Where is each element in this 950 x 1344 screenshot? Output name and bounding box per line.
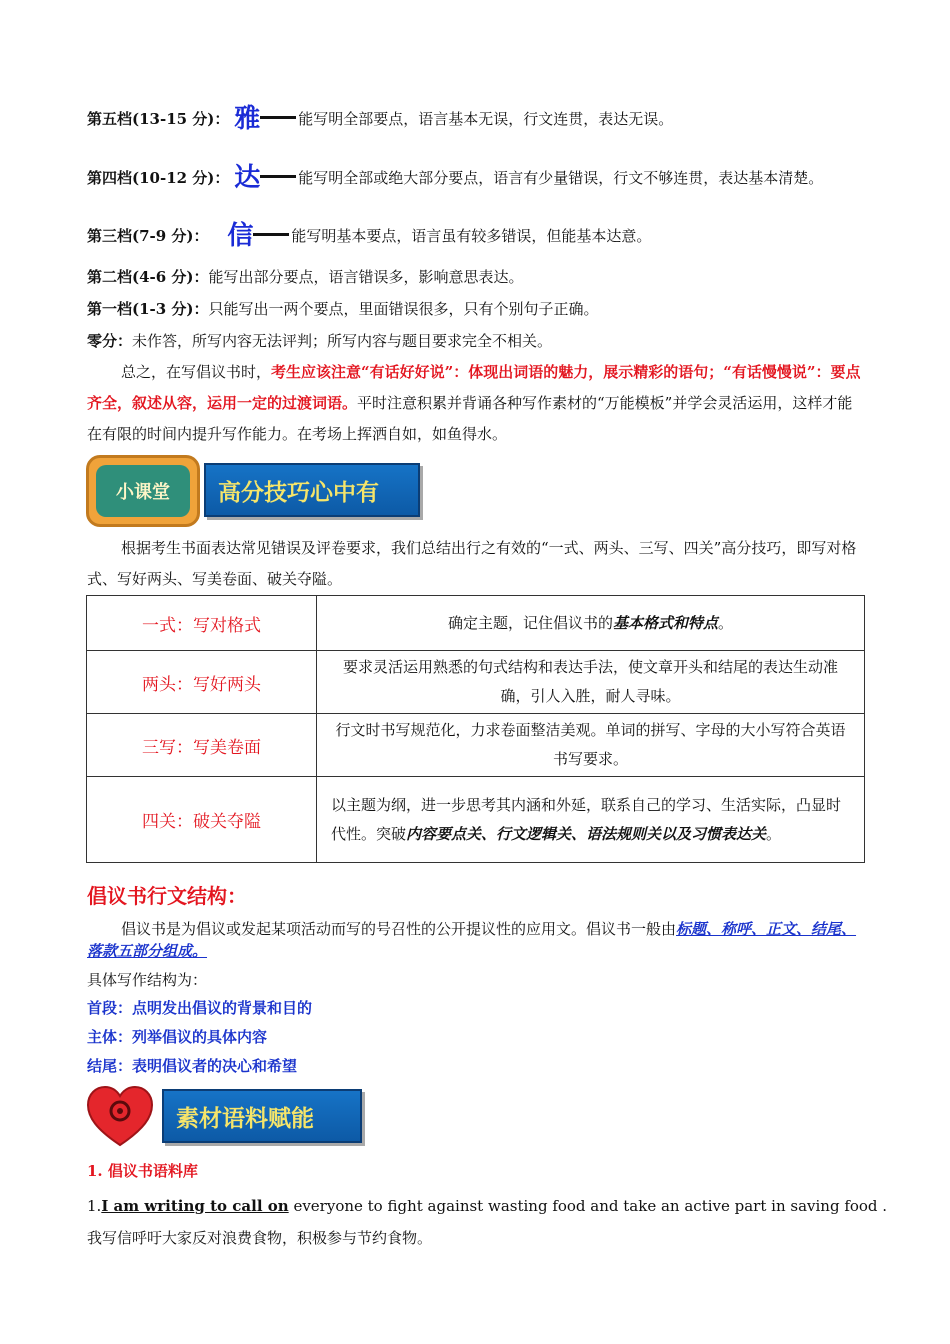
chalkboard-icon [86, 455, 200, 527]
corpus-translation: 我写信呼吁大家反对浪费食物，积极参与节约食物。 [87, 1229, 433, 1247]
skill-key: 两头：写好两头 [87, 651, 317, 714]
grade-label: 第四档(10-12 分)： [87, 169, 230, 187]
skill-text: 要求灵活运用熟悉的句式结构和表达手法，使文章开头和结尾的表达生动准确，引人入胜，耐人寻味。 [342, 658, 838, 705]
grade-label: 第三档(7-9 分)： [87, 227, 209, 245]
grade-line-3 [87, 215, 651, 252]
skill-value [317, 651, 865, 714]
grade-desc: 能写明全部或绝大部分要点，语言有少量错误，行文不够连贯，表达基本清楚。 [298, 169, 824, 187]
corpus-rest: everyone to fight against wasting food and take an active part in saving food . [288, 1197, 888, 1215]
structure-item: 首段：点明发出倡议的背景和目的 [87, 999, 313, 1017]
skill-key: 一式：写对格式 [87, 596, 317, 651]
skill-value [317, 777, 865, 863]
table-row [87, 777, 865, 863]
dash [260, 175, 296, 178]
corpus-heading: 1. 倡议书语料库 [87, 1162, 198, 1180]
structure-item: 主体：列举倡议的具体内容 [87, 1028, 268, 1046]
grade-char: 达 [234, 163, 261, 193]
structure-text: 倡议书是为倡议或发起某项活动而写的号召性的公开提议性的应用文。倡议书一般由 [121, 920, 677, 938]
dash [260, 116, 296, 119]
structure-item: 结尾：表明倡议者的决心和希望 [87, 1057, 298, 1075]
grade-char: 雅 [234, 104, 261, 134]
grade-line-2 [87, 266, 524, 287]
summary-red: 考生应该注意“有话好好说”：体现出词语的魅力，展示精彩的语句；“有话慢慢说”：要点齐全，叙述从容，运用一定的过渡词语。 [87, 363, 861, 412]
grade-line-4 [87, 157, 823, 194]
grade-label: 零分： [87, 332, 133, 350]
skill-key: 三写：写美卷面 [87, 714, 317, 777]
corpus-number: 1. [87, 1197, 102, 1215]
skill-text: 以主题为纲，进一步思考其内涵和外延，联系自己的学习、生活实际，凸显时代性。突破 [331, 795, 842, 843]
grade-line-5 [87, 98, 673, 135]
skill-value [317, 714, 865, 777]
skill-post: 。 [718, 613, 734, 632]
skill-text: 确定主题，记住倡议书的 [447, 613, 613, 632]
heart-icon [86, 1085, 154, 1149]
grade-line-1 [87, 298, 599, 319]
grade-label: 第五档(13-15 分)： [87, 110, 230, 128]
table-row [87, 651, 865, 714]
summary-paragraph [87, 357, 867, 450]
grade-label: 第一档(1-3 分)： [87, 300, 209, 318]
grade-desc: 能写出部分要点，语言错误多，影响意思表达。 [208, 268, 524, 286]
corpus-sentence [87, 1197, 887, 1215]
skill-key: 四关：破关夺隘 [87, 777, 317, 863]
grade-desc: 未作答，所写内容无法评判；所写内容与题目要求完全不相关。 [132, 332, 553, 350]
badge-text: 小课堂 [96, 465, 190, 517]
structure-parts: 标题、称呼、正文、结尾、落款五部分组成。 [87, 920, 857, 960]
skill-emphasis: 基本格式和特点 [612, 613, 718, 632]
table-row [87, 714, 865, 777]
structure-paragraph [87, 918, 867, 962]
summary-intro: 总之，在写倡议书时， [121, 363, 272, 381]
structure-heading: 倡议书行文结构： [87, 884, 247, 908]
summary-rest: 平时注意积累并背诵各种写作素材的“万能模板”并学会灵活运用，这样才能在有限的时间内提升写作能力。在考场上挥洒自如，如鱼得水。 [87, 394, 853, 443]
skill-emphasis: 内容要点关、行文逻辑关、语法规则关以及习惯表达关 [406, 824, 767, 843]
grade-desc: 只能写出一两个要点，里面错误很多，只有个别句子正确。 [208, 300, 599, 318]
grade-desc: 能写明基本要点，语言虽有较多错误，但能基本达意。 [291, 227, 652, 245]
skill-text: 行文时书写规范化，力求卷面整洁美观。单词的拼写、字母的大小写符合英语书写要求。 [335, 721, 846, 768]
grade-line-0 [87, 330, 552, 351]
table-row [87, 596, 865, 651]
skills-table [86, 595, 865, 863]
dash [253, 233, 289, 236]
banner-title: 高分技巧心中有 [204, 463, 420, 517]
skill-value [317, 596, 865, 651]
skill-post: 。 [766, 824, 782, 843]
grade-label: 第二档(4-6 分)： [87, 268, 209, 286]
grade-desc: 能写明全部要点，语言基本无误，行文连贯，表达无误。 [298, 110, 674, 128]
corpus-phrase: I am writing to call on [101, 1197, 289, 1215]
banner-title: 素材语料赋能 [162, 1089, 362, 1143]
structure-sub: 具体写作结构为： [87, 971, 208, 989]
grade-char: 信 [227, 221, 254, 251]
skills-intro: 根据考生书面表达常见错误及评卷要求，我们总结出行之有效的“一式、两头、三写、四关”高分技巧，即写对格式、写好两头、写美卷面、破关夺隘。 [87, 539, 857, 588]
